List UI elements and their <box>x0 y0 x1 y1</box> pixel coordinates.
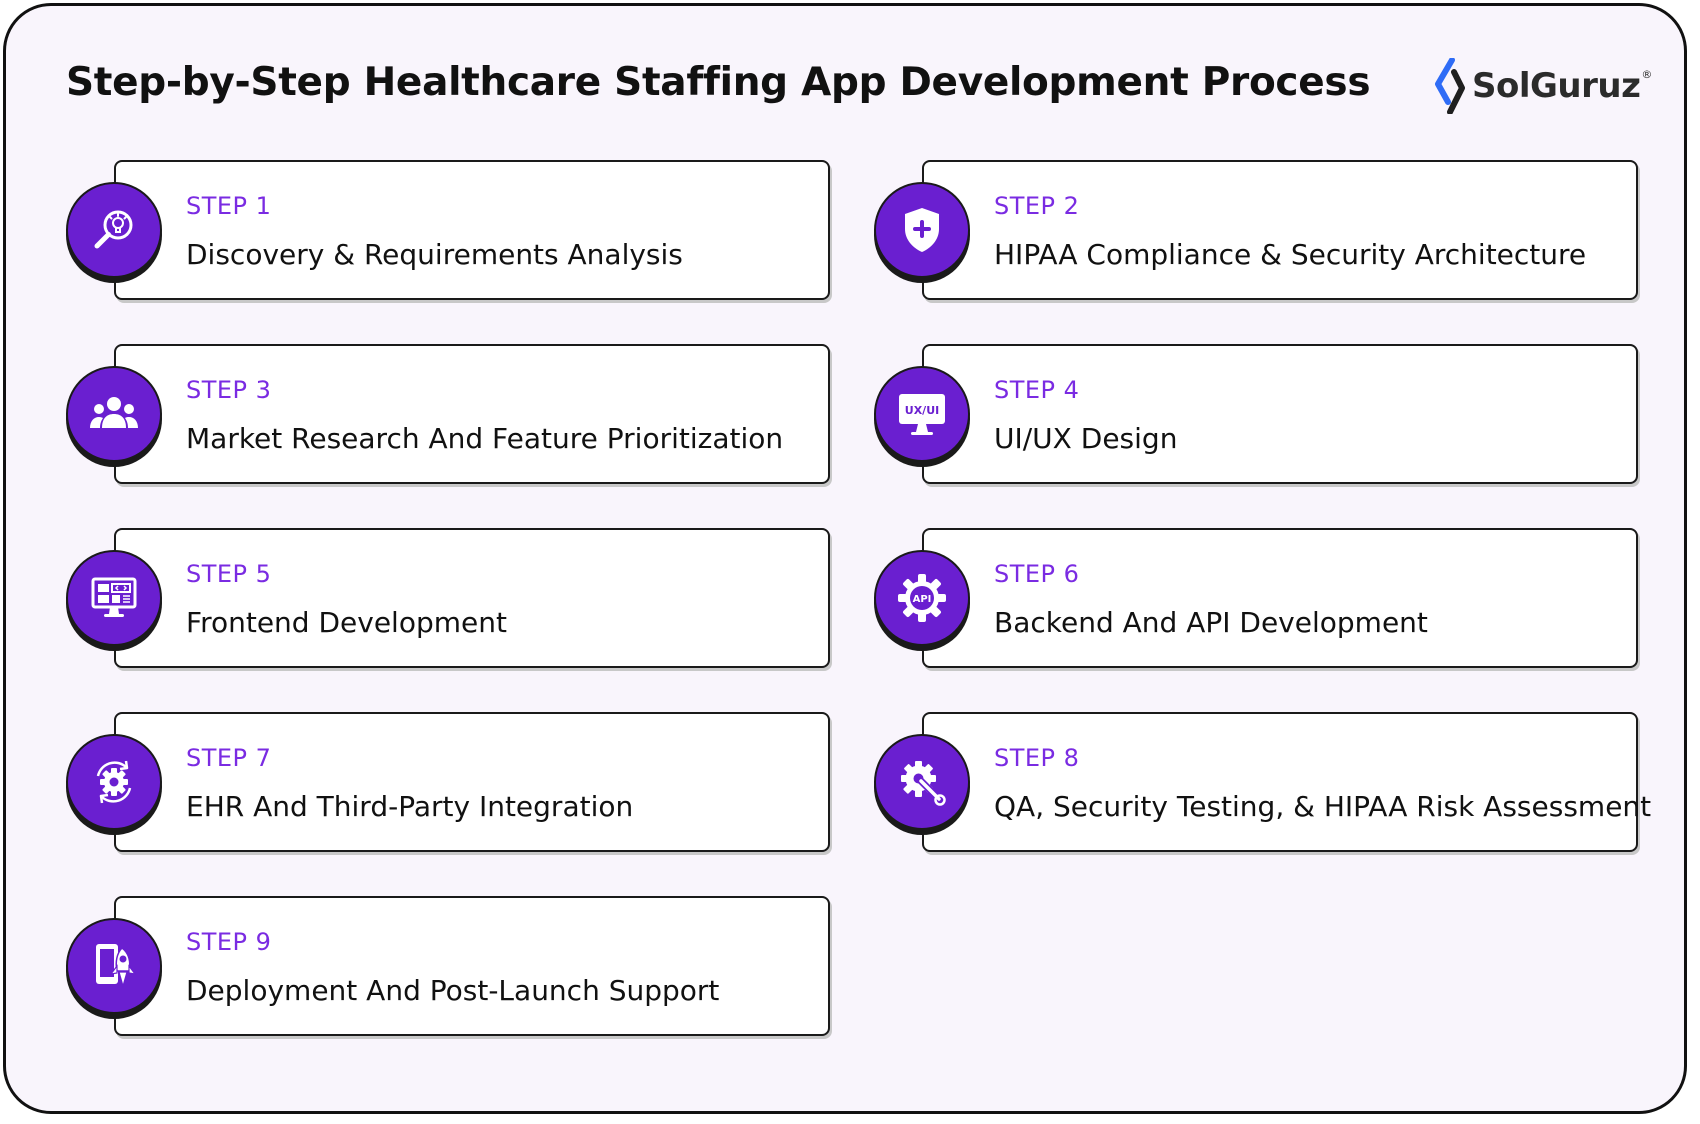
infographic-frame <box>3 3 1687 1114</box>
step-9 <box>66 896 894 1036</box>
step-badge <box>66 182 162 278</box>
solguruz-logo-icon <box>1432 58 1468 114</box>
step-card <box>114 528 830 668</box>
step-label: STEP 7 <box>186 744 272 772</box>
ux-ui-monitor-icon <box>896 390 948 438</box>
ux-ui-icon-text: UX/UI <box>904 404 940 417</box>
step-7 <box>66 712 894 852</box>
step-title: Market Research And Feature Prioritization <box>186 422 784 455</box>
step-title: Frontend Development <box>186 606 507 639</box>
step-title: HIPAA Compliance & Security Architecture <box>994 238 1587 271</box>
step-label: STEP 9 <box>186 928 272 956</box>
phone-rocket-icon <box>90 940 138 992</box>
page-title: Step-by-Step Healthcare Staffing App Development Process <box>66 60 1371 105</box>
step-6 <box>874 528 1700 668</box>
step-card <box>114 344 830 484</box>
step-label: STEP 2 <box>994 192 1080 220</box>
step-badge <box>66 366 162 462</box>
step-badge <box>66 550 162 646</box>
shield-plus-icon <box>900 205 944 255</box>
step-8 <box>874 712 1700 852</box>
step-title: UI/UX Design <box>994 422 1178 455</box>
step-label: STEP 8 <box>994 744 1080 772</box>
step-badge <box>66 734 162 830</box>
registered-mark: ® <box>1641 68 1653 81</box>
step-card <box>922 712 1638 852</box>
step-badge <box>874 734 970 830</box>
api-icon-text: API <box>912 594 932 605</box>
gear-wrench-icon <box>897 757 947 807</box>
solguruz-logo <box>1432 56 1652 116</box>
step-1 <box>66 160 894 300</box>
frontend-monitor-icon <box>91 576 137 620</box>
step-title: EHR And Third-Party Integration <box>186 790 634 823</box>
step-card <box>114 896 830 1036</box>
step-label: STEP 4 <box>994 376 1080 404</box>
step-card <box>114 712 830 852</box>
step-card <box>114 160 830 300</box>
step-label: STEP 5 <box>186 560 272 588</box>
step-title: Discovery & Requirements Analysis <box>186 238 683 271</box>
step-4 <box>874 344 1700 484</box>
magnifier-bulb-icon <box>89 205 139 255</box>
step-badge <box>874 550 970 646</box>
step-title: Backend And API Development <box>994 606 1428 639</box>
step-label: STEP 3 <box>186 376 272 404</box>
step-card <box>922 528 1638 668</box>
step-badge <box>66 918 162 1014</box>
step-badge <box>874 366 970 462</box>
api-gear-icon <box>896 572 948 624</box>
step-2 <box>874 160 1700 300</box>
step-5 <box>66 528 894 668</box>
step-badge <box>874 182 970 278</box>
step-title: QA, Security Testing, & HIPAA Risk Assessment <box>994 790 1652 823</box>
step-card <box>922 160 1638 300</box>
people-group-icon <box>88 394 140 434</box>
step-title: Deployment And Post-Launch Support <box>186 974 720 1007</box>
step-3 <box>66 344 894 484</box>
step-label: STEP 1 <box>186 192 272 220</box>
step-label: STEP 6 <box>994 560 1080 588</box>
logo-text: SolGuruz <box>1472 66 1641 106</box>
gear-sync-icon <box>88 756 140 808</box>
step-card <box>922 344 1638 484</box>
